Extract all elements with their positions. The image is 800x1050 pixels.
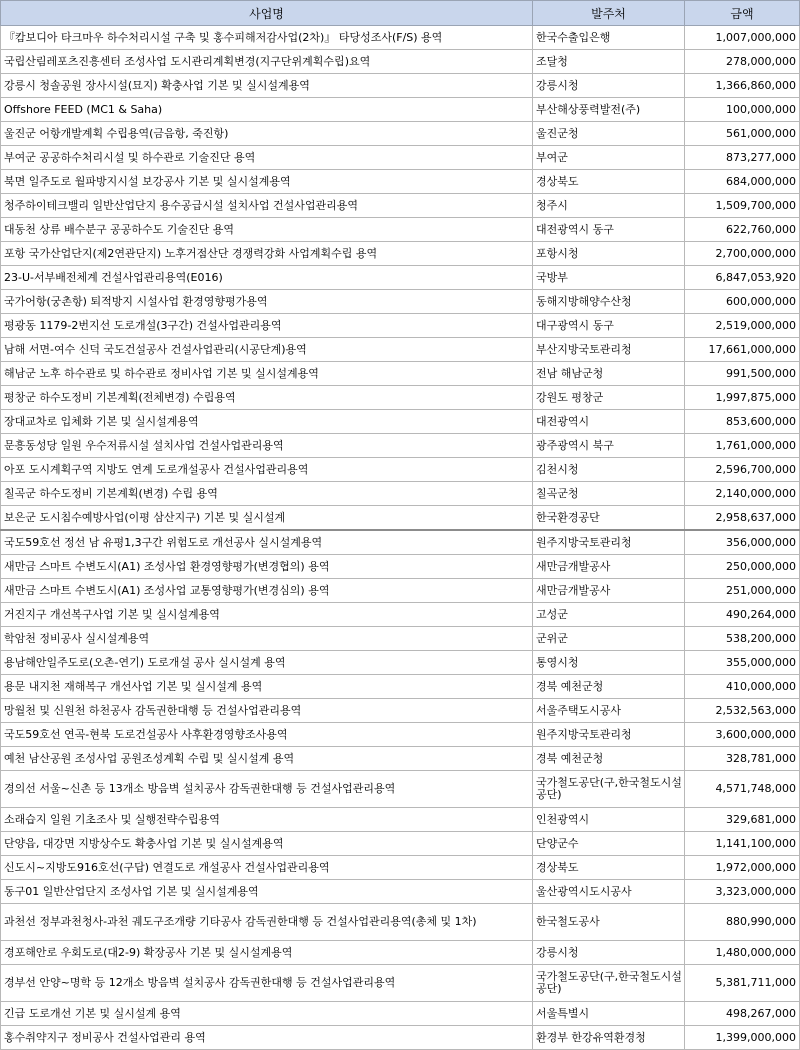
amount-cell: 5,381,711,000 [685, 965, 800, 1002]
project-name-cell: 대동천 상류 배수분구 공공하수도 기술진단 용역 [1, 218, 533, 242]
amount-cell: 2,958,637,000 [685, 506, 800, 531]
client-cell: 국가철도공단(구,한국철도시설공단) [533, 771, 685, 808]
client-cell: 동해지방해양수산청 [533, 290, 685, 314]
amount-cell: 3,323,000,000 [685, 880, 800, 904]
amount-cell: 1,480,000,000 [685, 941, 800, 965]
client-cell: 대전광역시 [533, 410, 685, 434]
project-name-cell: 문흥동성당 일원 우수저류시설 설치사업 건설사업관리용역 [1, 434, 533, 458]
amount-cell: 1,509,700,000 [685, 194, 800, 218]
client-cell: 한국수출입은행 [533, 26, 685, 50]
table-row [1, 941, 800, 965]
project-name-cell: 국가어항(궁촌항) 퇴적방지 시설사업 환경영향평가용역 [1, 290, 533, 314]
amount-cell: 329,681,000 [685, 808, 800, 832]
table-row [1, 530, 800, 555]
project-name-cell: 23-U-서부배전체계 건설사업관리용역(E016) [1, 266, 533, 290]
amount-cell: 1,761,000,000 [685, 434, 800, 458]
client-cell: 군위군 [533, 627, 685, 651]
table-row [1, 506, 800, 531]
table-row [1, 675, 800, 699]
amount-cell: 490,264,000 [685, 603, 800, 627]
table-row [1, 194, 800, 218]
table-row [1, 856, 800, 880]
client-cell: 원주지방국토관리청 [533, 530, 685, 555]
amount-cell: 561,000,000 [685, 122, 800, 146]
client-cell: 고성군 [533, 603, 685, 627]
client-cell: 광주광역시 북구 [533, 434, 685, 458]
client-cell: 강원도 평창군 [533, 386, 685, 410]
amount-cell: 328,781,000 [685, 747, 800, 771]
project-name-cell: 국립산림레포츠진흥센터 조성사업 도시관리계획변경(지구단위계획수립)요역 [1, 50, 533, 74]
table-row [1, 290, 800, 314]
amount-cell: 2,140,000,000 [685, 482, 800, 506]
amount-cell: 4,571,748,000 [685, 771, 800, 808]
client-cell: 국가철도공단(구,한국철도시설공단) [533, 965, 685, 1002]
table-row [1, 555, 800, 579]
project-name-cell: 용문 내지천 재해복구 개선사업 기본 및 실시설계 용역 [1, 675, 533, 699]
table-row [1, 808, 800, 832]
table-row [1, 218, 800, 242]
project-name-cell: 아포 도시계획구역 지방도 연계 도로개설공사 건설사업관리용역 [1, 458, 533, 482]
project-name-cell: 울진군 어항개발계획 수립용역(금음항, 죽진항) [1, 122, 533, 146]
client-cell: 대전광역시 동구 [533, 218, 685, 242]
table-row [1, 146, 800, 170]
client-cell: 부산해상풍력발전(주) [533, 98, 685, 122]
header-client: 발주처 [533, 1, 685, 26]
amount-cell: 1,366,860,000 [685, 74, 800, 98]
client-cell: 경상북도 [533, 856, 685, 880]
client-cell: 청주시 [533, 194, 685, 218]
table-row [1, 747, 800, 771]
amount-cell: 356,000,000 [685, 530, 800, 555]
client-cell: 새만금개발공사 [533, 555, 685, 579]
client-cell: 강릉시청 [533, 74, 685, 98]
project-name-cell: 장대교차로 입체화 기본 및 실시설계용역 [1, 410, 533, 434]
table-row [1, 122, 800, 146]
project-name-cell: Offshore FEED (MC1 & Saha) [1, 98, 533, 122]
table-row [1, 1026, 800, 1050]
table-row [1, 904, 800, 941]
table-row [1, 98, 800, 122]
project-name-cell: 경포해안로 우회도로(대2-9) 확장공사 기본 및 실시설계용역 [1, 941, 533, 965]
table-row [1, 579, 800, 603]
table-row [1, 965, 800, 1002]
project-name-cell: 강릉시 청솔공원 장사시설(묘지) 확충사업 기본 및 실시설계용역 [1, 74, 533, 98]
project-name-cell: 과천선 정부과천청사-과천 궤도구조개량 기타공사 감독권한대행 등 건설사업관리용역(총체 및 1차) [1, 904, 533, 941]
project-name-cell: 경부선 안양~명학 등 12개소 방음벽 설치공사 감독권한대행 등 건설사업관리용역 [1, 965, 533, 1002]
table-row [1, 699, 800, 723]
project-name-cell: 국도59호선 정선 남 유평1,3구간 위험도로 개선공사 실시설계용역 [1, 530, 533, 555]
amount-cell: 278,000,000 [685, 50, 800, 74]
client-cell: 서울특별시 [533, 1002, 685, 1026]
project-name-cell: 평광동 1179-2번지선 도로개설(3구간) 건설사업관리용역 [1, 314, 533, 338]
amount-cell: 2,532,563,000 [685, 699, 800, 723]
client-cell: 경상북도 [533, 170, 685, 194]
amount-cell: 853,600,000 [685, 410, 800, 434]
table-row [1, 266, 800, 290]
table-row [1, 314, 800, 338]
amount-cell: 684,000,000 [685, 170, 800, 194]
table-row [1, 170, 800, 194]
amount-cell: 1,972,000,000 [685, 856, 800, 880]
project-name-cell: 예천 남산공원 조성사업 공원조성계획 수립 및 실시설계 용역 [1, 747, 533, 771]
amount-cell: 1,399,000,000 [685, 1026, 800, 1050]
amount-cell: 2,596,700,000 [685, 458, 800, 482]
project-name-cell: 긴급 도로개선 기본 및 실시설계 용역 [1, 1002, 533, 1026]
client-cell: 부여군 [533, 146, 685, 170]
amount-cell: 498,267,000 [685, 1002, 800, 1026]
amount-cell: 873,277,000 [685, 146, 800, 170]
client-cell: 새만금개발공사 [533, 579, 685, 603]
project-name-cell: 소래습지 일원 기초조사 및 실행전략수립용역 [1, 808, 533, 832]
project-name-cell: 남해 서면-여수 신덕 국도건설공사 건설사업관리(시공단계)용역 [1, 338, 533, 362]
amount-cell: 6,847,053,920 [685, 266, 800, 290]
project-name-cell: 거진지구 개선복구사업 기본 및 실시설계용역 [1, 603, 533, 627]
project-name-cell: 청주하이테크밸리 일반산업단지 용수공급시설 설치사업 건설사업관리용역 [1, 194, 533, 218]
table-row [1, 50, 800, 74]
project-name-cell: 망월천 및 신원천 하천공사 감독권한대행 등 건설사업관리용역 [1, 699, 533, 723]
table-body [1, 26, 800, 1050]
amount-cell: 250,000,000 [685, 555, 800, 579]
client-cell: 원주지방국토관리청 [533, 723, 685, 747]
table-row [1, 242, 800, 266]
client-cell: 조달청 [533, 50, 685, 74]
amount-cell: 355,000,000 [685, 651, 800, 675]
client-cell: 포항시청 [533, 242, 685, 266]
project-name-cell: 경의선 서울~신촌 등 13개소 방음벽 설치공사 감독권한대행 등 건설사업관리용역 [1, 771, 533, 808]
amount-cell: 251,000,000 [685, 579, 800, 603]
amount-cell: 622,760,000 [685, 218, 800, 242]
table-row [1, 362, 800, 386]
project-name-cell: 포항 국가산업단지(제2연관단지) 노후거점산단 경쟁력강화 사업계획수립 용역 [1, 242, 533, 266]
project-name-cell: 새만금 스마트 수변도시(A1) 조성사업 환경영향평가(변경협의) 용역 [1, 555, 533, 579]
table-row [1, 603, 800, 627]
table-row [1, 482, 800, 506]
client-cell: 부산지방국토관리청 [533, 338, 685, 362]
table-row [1, 880, 800, 904]
table-row [1, 627, 800, 651]
project-name-cell: 용남해안일주도로(오촌-연기) 도로개설 공사 실시설계 용역 [1, 651, 533, 675]
project-name-cell: 동구01 일반산업단지 조성사업 기본 및 실시설계용역 [1, 880, 533, 904]
table-row [1, 651, 800, 675]
table-row [1, 723, 800, 747]
client-cell: 경북 예천군청 [533, 675, 685, 699]
project-name-cell: 부여군 공공하수처리시설 및 하수관로 기술진단 용역 [1, 146, 533, 170]
project-name-cell: 북면 일주도로 월파방지시설 보강공사 기본 및 실시설계용역 [1, 170, 533, 194]
client-cell: 강릉시청 [533, 941, 685, 965]
amount-cell: 410,000,000 [685, 675, 800, 699]
project-name-cell: 학암천 정비공사 실시설계용역 [1, 627, 533, 651]
project-name-cell: 칠곡군 하수도정비 기본계획(변경) 수립 용역 [1, 482, 533, 506]
amount-cell: 1,141,100,000 [685, 832, 800, 856]
client-cell: 울산광역시도시공사 [533, 880, 685, 904]
amount-cell: 100,000,000 [685, 98, 800, 122]
project-name-cell: 보은군 도시침수예방사업(이평 삼산지구) 기본 및 실시설계 [1, 506, 533, 531]
client-cell: 국방부 [533, 266, 685, 290]
client-cell: 단양군수 [533, 832, 685, 856]
client-cell: 칠곡군청 [533, 482, 685, 506]
table-row [1, 771, 800, 808]
project-name-cell: 국도59호선 연곡-현북 도로건설공사 사후환경영향조사용역 [1, 723, 533, 747]
project-name-cell: 신도시~지방도916호선(구답) 연결도로 개설공사 건설사업관리용역 [1, 856, 533, 880]
table-row [1, 338, 800, 362]
client-cell: 한국철도공사 [533, 904, 685, 941]
table-row [1, 410, 800, 434]
amount-cell: 538,200,000 [685, 627, 800, 651]
amount-cell: 880,990,000 [685, 904, 800, 941]
amount-cell: 600,000,000 [685, 290, 800, 314]
project-name-cell: 새만금 스마트 수변도시(A1) 조성사업 교통영향평가(변경심의) 용역 [1, 579, 533, 603]
table-row [1, 832, 800, 856]
amount-cell: 2,519,000,000 [685, 314, 800, 338]
amount-cell: 3,600,000,000 [685, 723, 800, 747]
table-row [1, 434, 800, 458]
header-amount: 금액 [685, 1, 800, 26]
project-name-cell: 해남군 노후 하수관로 및 하수관로 정비사업 기본 및 실시설계용역 [1, 362, 533, 386]
client-cell: 경북 예천군청 [533, 747, 685, 771]
table-row [1, 26, 800, 50]
table-row [1, 386, 800, 410]
project-name-cell: 홍수취약지구 정비공사 건설사업관리 용역 [1, 1026, 533, 1050]
header-name: 사업명 [1, 1, 533, 26]
client-cell: 대구광역시 동구 [533, 314, 685, 338]
client-cell: 인천광역시 [533, 808, 685, 832]
client-cell: 환경부 한강유역환경청 [533, 1026, 685, 1050]
table-row [1, 458, 800, 482]
project-name-cell: 평창군 하수도정비 기본계획(전체변경) 수립용역 [1, 386, 533, 410]
header-row [1, 1, 800, 26]
client-cell: 서울주택도시공사 [533, 699, 685, 723]
client-cell: 전남 해남군청 [533, 362, 685, 386]
project-name-cell: 『캄보디아 타크마우 하수처리시설 구축 및 홍수피해저감사업(2차)』 타당성조사(F/S) 용역 [1, 26, 533, 50]
client-cell: 통영시청 [533, 651, 685, 675]
client-cell: 울진군청 [533, 122, 685, 146]
amount-cell: 991,500,000 [685, 362, 800, 386]
amount-cell: 2,700,000,000 [685, 242, 800, 266]
client-cell: 한국환경공단 [533, 506, 685, 531]
table-row [1, 74, 800, 98]
amount-cell: 1,007,000,000 [685, 26, 800, 50]
amount-cell: 17,661,000,000 [685, 338, 800, 362]
project-name-cell: 단양읍, 대강면 지방상수도 확충사업 기본 및 실시설계용역 [1, 832, 533, 856]
table-row [1, 1002, 800, 1026]
client-cell: 김천시청 [533, 458, 685, 482]
amount-cell: 1,997,875,000 [685, 386, 800, 410]
